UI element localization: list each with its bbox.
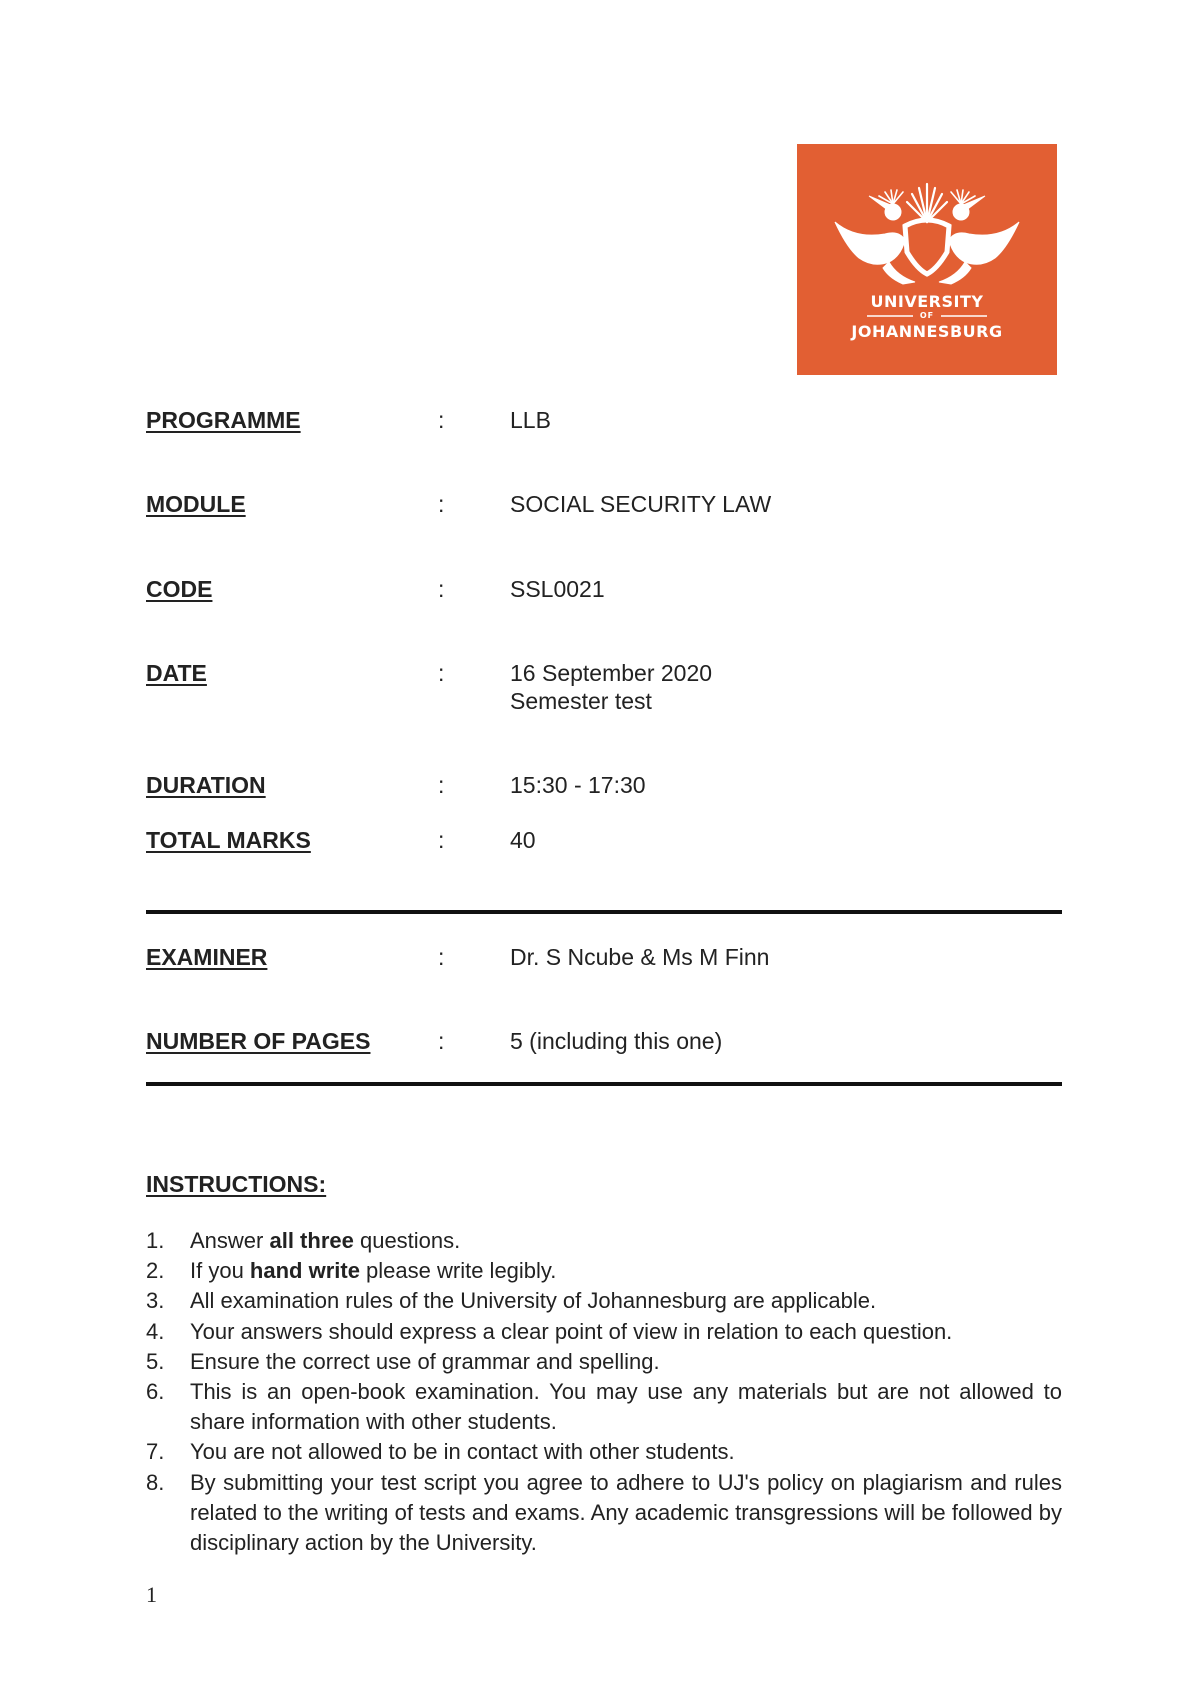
instructions-list	[146, 1226, 1062, 1558]
instruction-text: This is an open-book examination. You may use any materials but are not allowed to share information with other students.	[190, 1379, 1062, 1435]
field-value: 5 (including this one)	[510, 1028, 723, 1054]
horizontal-divider	[146, 910, 1062, 914]
field-colon: :	[438, 772, 445, 798]
instruction-number: 5.	[146, 1348, 165, 1374]
field-colon: :	[438, 576, 445, 602]
field-value: LLB	[510, 407, 551, 433]
instruction-text: You are not allowed to be in contact with other students.	[190, 1439, 735, 1465]
field-label: CODE	[146, 576, 213, 602]
field-value: 40	[510, 827, 536, 853]
instruction-number: 4.	[146, 1318, 165, 1344]
instruction-text: If you	[190, 1258, 250, 1284]
field-label: TOTAL MARKS	[146, 827, 311, 853]
field-label: EXAMINER	[146, 944, 268, 970]
logo-text-johannesburg: JOHANNESBURG	[851, 322, 1003, 341]
instruction-item	[146, 1347, 1062, 1377]
instruction-number: 2.	[146, 1258, 165, 1284]
field-value: SSL0021	[510, 576, 605, 602]
field-colon: :	[438, 1028, 445, 1054]
instruction-item	[146, 1256, 1062, 1286]
instruction-text: All examination rules of the University of Johannesburg are applicable.	[190, 1288, 877, 1314]
instruction-text: Answer	[190, 1228, 270, 1253]
field-label: PROGRAMME	[146, 407, 301, 433]
instruction-number: 6.	[146, 1379, 165, 1405]
instruction-item	[146, 1468, 1062, 1559]
instructions-heading: INSTRUCTIONS:	[146, 1171, 327, 1197]
field-colon: :	[438, 827, 445, 853]
field-label: DURATION	[146, 772, 266, 798]
field-value: 15:30 - 17:30	[510, 772, 646, 798]
field-colon: :	[438, 944, 445, 970]
field-label: MODULE	[146, 491, 246, 517]
page-number: 1	[146, 1582, 157, 1607]
instruction-number: 7.	[146, 1439, 165, 1465]
instruction-text: By submitting your test script you agree to adhere to UJ's policy on plagiarism and rules related to the writing of tests and exams. Any academic transgressions will be followed by disciplinary action by the University.	[190, 1469, 1062, 1556]
instruction-item	[146, 1226, 1062, 1256]
instruction-text: please write legibly.	[359, 1258, 557, 1284]
instruction-item	[146, 1286, 1062, 1316]
instruction-number: 3.	[146, 1288, 165, 1314]
instruction-number: 8.	[146, 1469, 165, 1495]
field-colon: :	[438, 660, 445, 686]
logo-text-of: OF	[919, 311, 935, 320]
field-value-secondary: Semester test	[510, 688, 652, 714]
instruction-emphasis: all three	[269, 1228, 354, 1253]
field-value: Dr. S Ncube & Ms M Finn	[510, 944, 770, 970]
field-colon: :	[438, 491, 445, 517]
instruction-item	[146, 1377, 1062, 1437]
field-value: 16 September 2020	[510, 660, 713, 686]
field-label: NUMBER OF PAGES	[146, 1028, 371, 1054]
instruction-number: 1.	[146, 1228, 165, 1253]
horizontal-divider	[146, 1082, 1062, 1086]
instruction-text: Ensure the correct use of grammar and spelling.	[190, 1348, 660, 1374]
field-colon: :	[438, 407, 445, 433]
university-logo	[797, 144, 1057, 375]
instruction-item	[146, 1437, 1062, 1467]
instruction-text: Your answers should express a clear point of view in relation to each question.	[190, 1318, 953, 1344]
instruction-emphasis: hand write	[249, 1258, 360, 1284]
field-label: DATE	[146, 660, 207, 686]
instruction-item	[146, 1317, 1062, 1347]
field-value: SOCIAL SECURITY LAW	[510, 491, 772, 517]
logo-text-university: UNIVERSITY	[870, 292, 984, 311]
instruction-text: questions.	[353, 1228, 461, 1253]
